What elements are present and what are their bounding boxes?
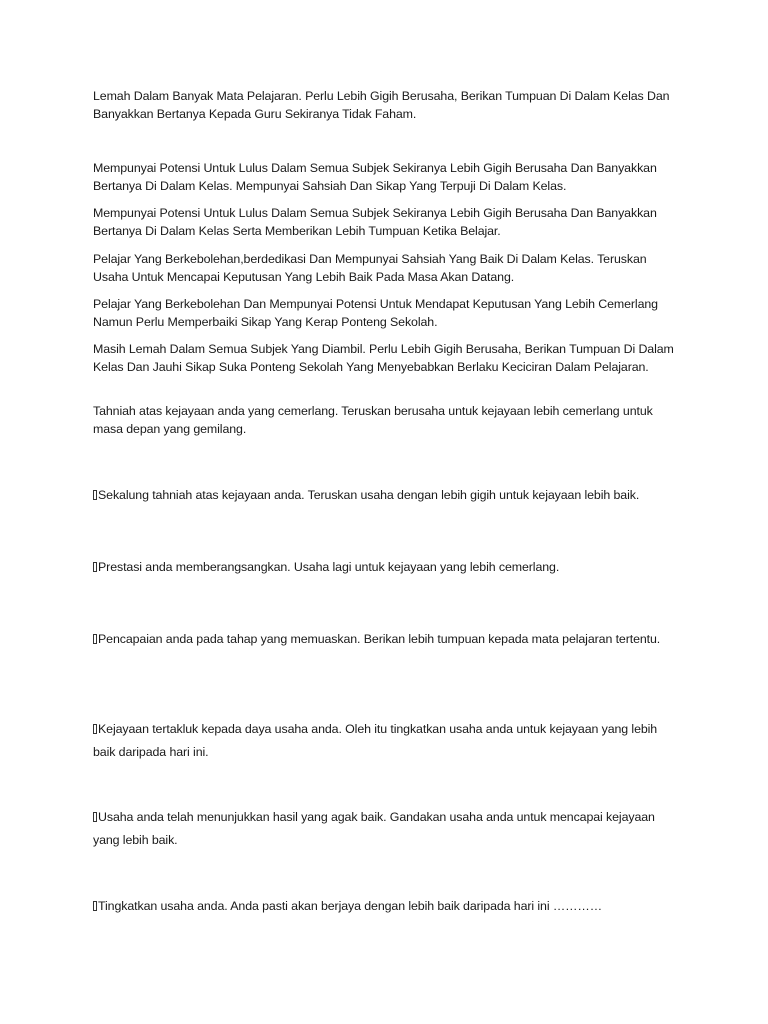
bullet-text: Tingkatkan usaha anda. Anda pasti akan berjaya dengan lebih baik daripada hari ini ………… (98, 899, 603, 913)
bullet-text: Usaha anda telah menunjukkan hasil yang agak baik. Gandakan usaha anda untuk mencapai kejayaan yang lebih baik. (93, 810, 655, 847)
paragraph-3: Mempunyai Potensi Untuk Lulus Dalam Semua Subjek Sekiranya Lebih Gigih Berusaha Dan Banyakkan Bertanya Di Dalam Kelas Serta Memberikan Lebih Tumpuan Ketika Belajar. (93, 206, 657, 238)
paragraph-5: Pelajar Yang Berkebolehan Dan Mempunyai Potensi Untuk Mendapat Keputusan Yang Lebih Cemerlang Namun Perlu Memperbaiki Sikap Yang Kerap Ponteng Sekolah. (93, 297, 658, 329)
paragraph-7: Tahniah atas kejayaan anda yang cemerlang. Teruskan berusaha untuk kejayaan lebih cemerlang untuk masa depan yang gemilang. (93, 404, 653, 436)
missing-glyph-icon (93, 562, 97, 572)
bullet-text: Prestasi anda memberangsangkan. Usaha lagi untuk kejayaan yang lebih cemerlang. (98, 560, 560, 574)
bullet-item-4 (93, 718, 678, 764)
missing-glyph-icon (93, 490, 97, 500)
bullet-item-5 (93, 806, 678, 852)
missing-glyph-icon (93, 634, 97, 644)
paragraph-4: Pelajar Yang Berkebolehan,berdedikasi Dan Mempunyai Sahsiah Yang Baik Di Dalam Kelas. Teruskan Usaha Untuk Mencapai Keputusan Yang Lebih Baik Pada Masa Akan Datang. (93, 252, 647, 284)
bullet-item-6 (93, 895, 678, 918)
paragraph-2: Mempunyai Potensi Untuk Lulus Dalam Semua Subjek Sekiranya Lebih Gigih Berusaha Dan Banyakkan Bertanya Di Dalam Kelas. Mempunyai Sahsiah Dan Sikap Yang Terpuji Di Dalam Kelas. (93, 161, 657, 193)
bullet-item-2 (93, 556, 678, 579)
missing-glyph-icon (93, 812, 97, 822)
bullet-item-3 (93, 628, 678, 651)
bullet-text: Sekalung tahniah atas kejayaan anda. Teruskan usaha dengan lebih gigih untuk kejayaan lebih baik. (98, 488, 640, 502)
missing-glyph-icon (93, 724, 97, 734)
bullet-text: Pencapaian anda pada tahap yang memuaskan. Berikan lebih tumpuan kepada mata pelajaran tertentu. (98, 632, 661, 646)
paragraph-1: Lemah Dalam Banyak Mata Pelajaran. Perlu Lebih Gigih Berusaha, Berikan Tumpuan Di Dalam Kelas Dan Banyakkan Bertanya Kepada Guru Sekiranya Tidak Faham. (93, 89, 670, 121)
bullet-text: Kejayaan tertakluk kepada daya usaha anda. Oleh itu tingkatkan usaha anda untuk kejayaan yang lebih baik daripada hari ini. (93, 722, 658, 759)
bullet-item-1 (93, 484, 678, 507)
missing-glyph-icon (93, 901, 97, 911)
paragraph-6: Masih Lemah Dalam Semua Subjek Yang Diambil. Perlu Lebih Gigih Berusaha, Berikan Tumpuan Di Dalam Kelas Dan Jauhi Sikap Suka Ponteng Sekolah Yang Menyebabkan Berlaku Keciciran Dalam Pelajaran. (93, 342, 674, 374)
document-body (93, 0, 678, 1024)
